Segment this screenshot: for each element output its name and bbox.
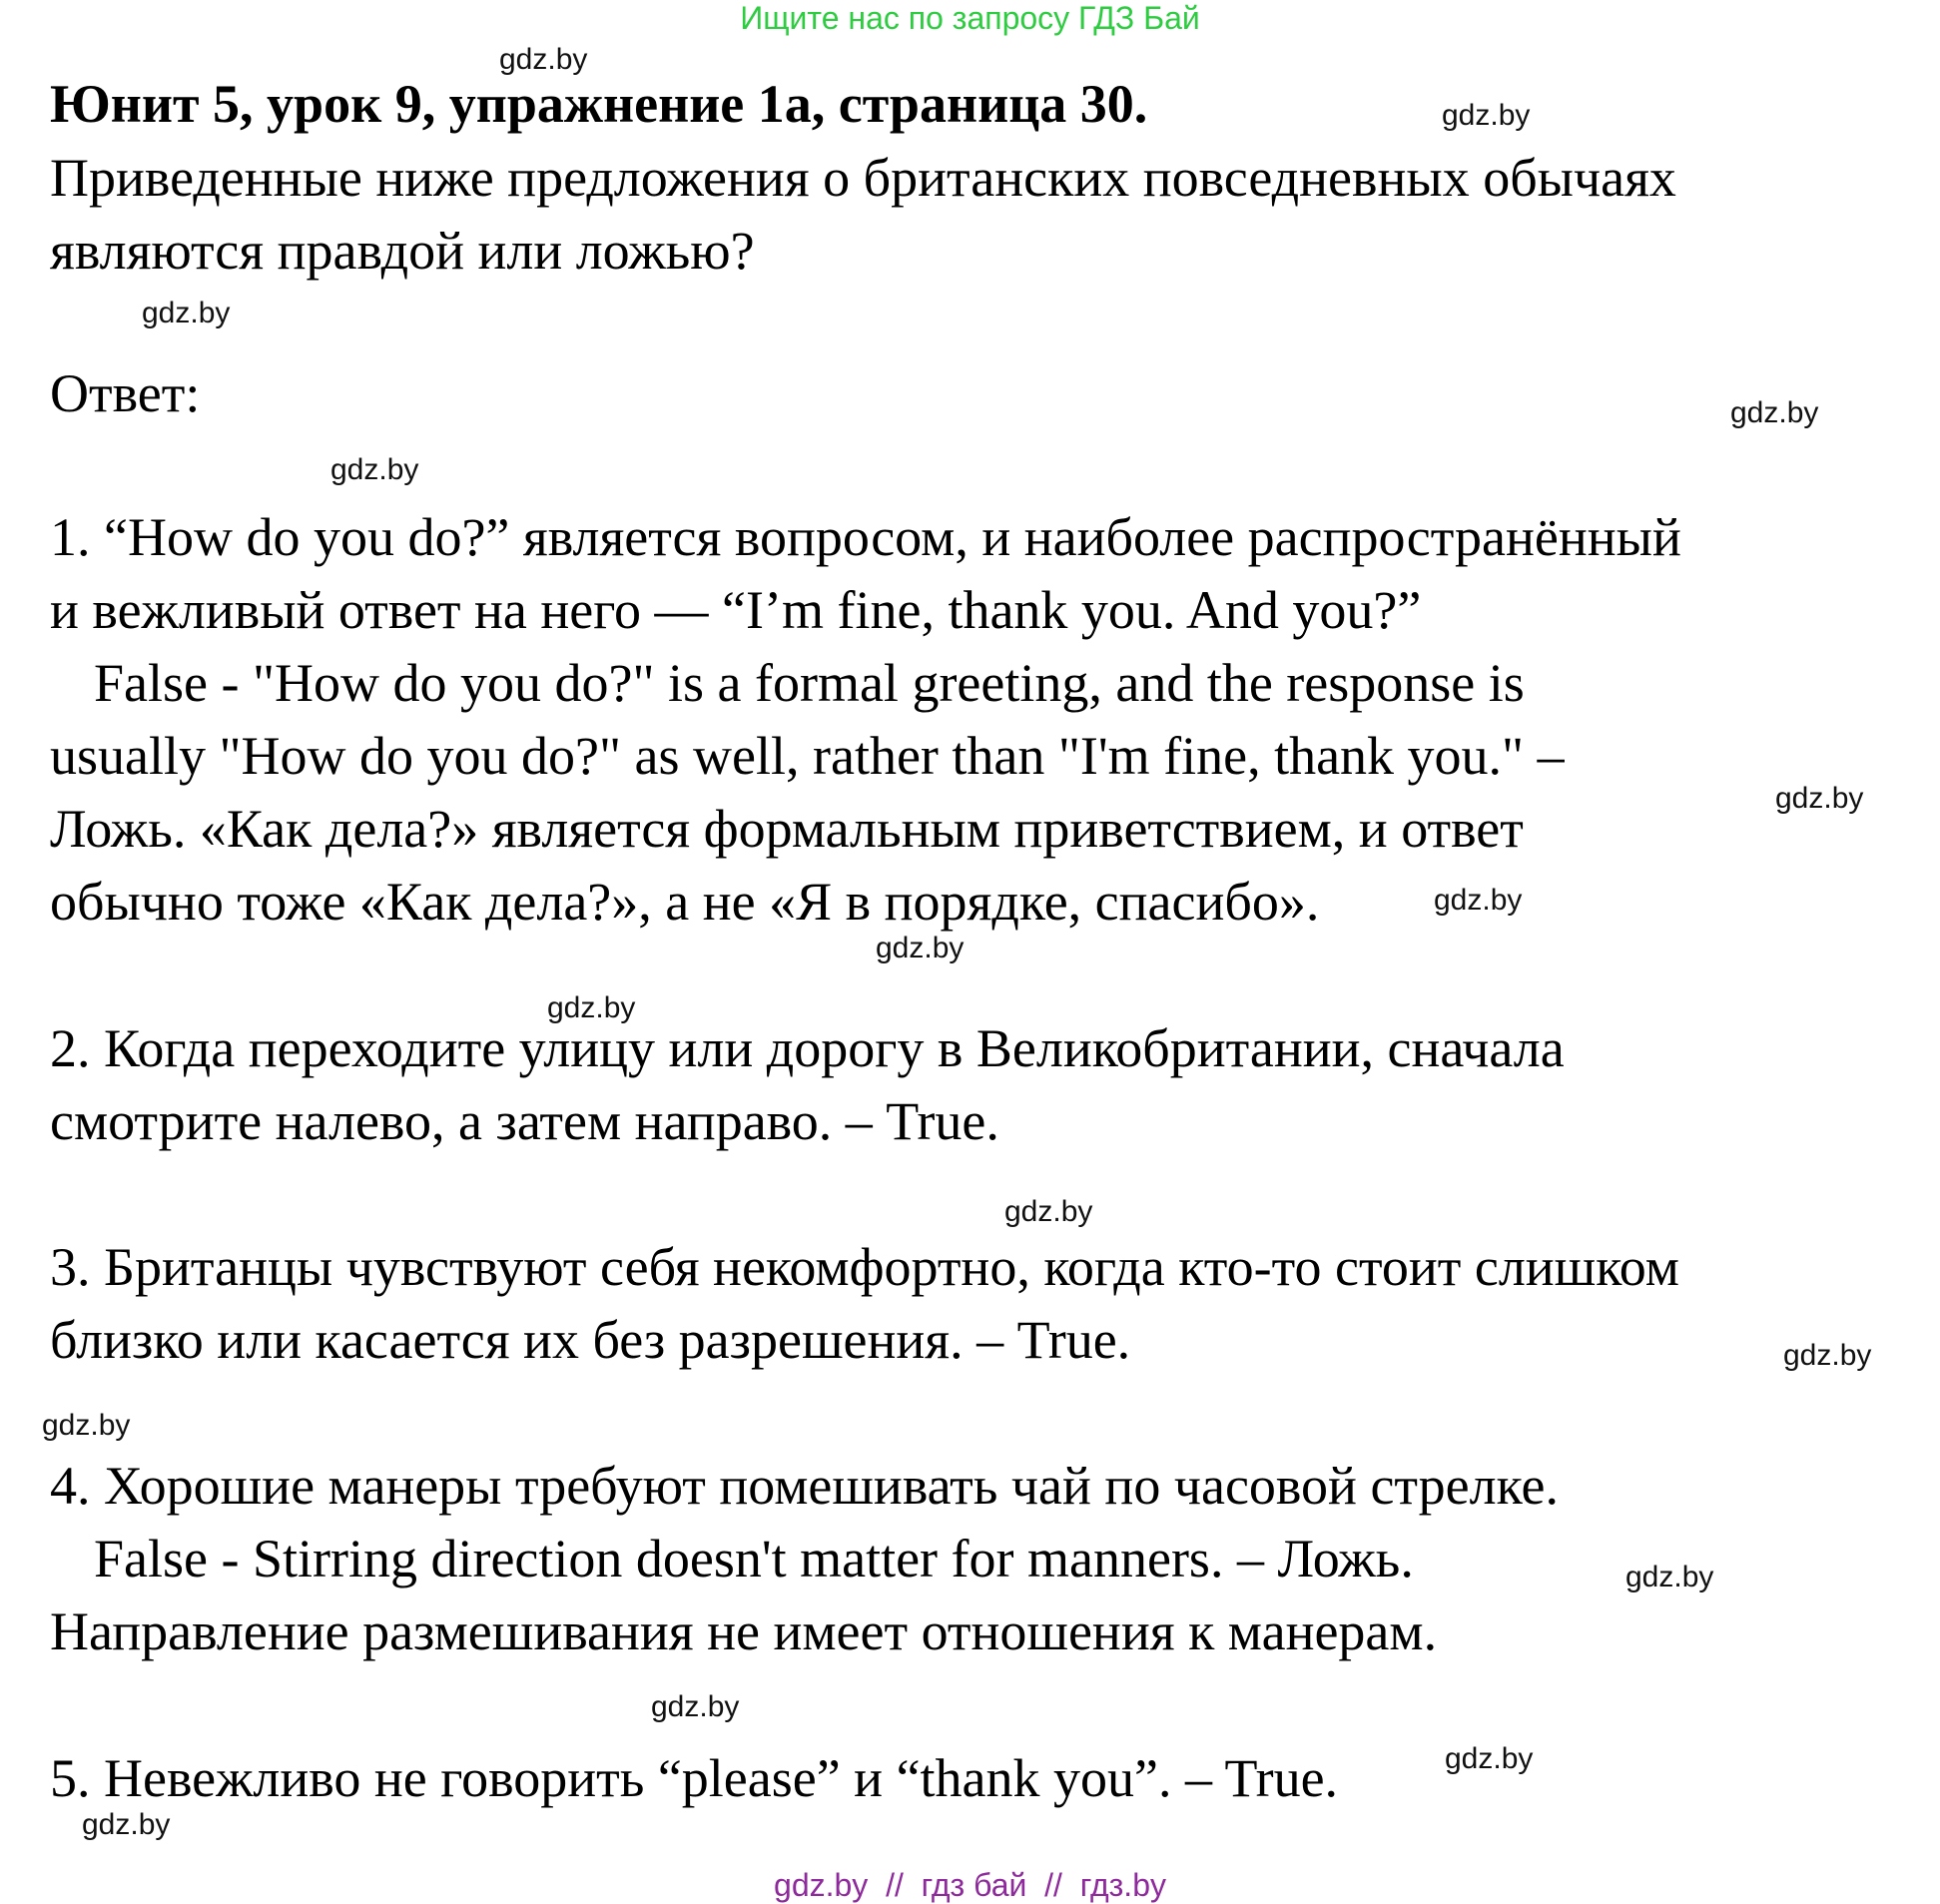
item-1-line-2: и вежливый ответ на него — “I’m fine, thank you. And you?” xyxy=(50,580,1422,640)
watermark: gdz.by xyxy=(330,453,419,486)
question-text xyxy=(50,142,1676,288)
footer-links: gdz.by // гдз бай // гдз.by xyxy=(774,1867,1166,1903)
watermark: gdz.by xyxy=(499,43,588,76)
watermark: gdz.by xyxy=(1445,1742,1534,1775)
answer-item-1 xyxy=(50,501,1681,939)
answer-item-2 xyxy=(50,1012,1565,1158)
item-4-line-2: False - Stirring direction doesn't matter for manners. – Ложь. xyxy=(94,1529,1414,1588)
watermark: gdz.by xyxy=(547,991,636,1024)
item-3-line-1: 3. Британцы чувствуют себя некомфортно, когда кто-то стоит слишком xyxy=(50,1237,1679,1297)
watermark: gdz.by xyxy=(651,1690,740,1723)
answer-label: Ответ: xyxy=(50,363,201,423)
watermark: gdz.by xyxy=(1775,782,1864,815)
watermark: gdz.by xyxy=(142,297,231,329)
top-banner: Ищите нас по запросу ГДЗ Бай xyxy=(740,0,1200,36)
item-1-line-3: False - "How do you do?" is a formal greeting, and the response is xyxy=(94,653,1525,713)
watermark: gdz.by xyxy=(1004,1195,1093,1228)
item-1-line-1: 1. “How do you do?” является вопросом, и наиболее распространённый xyxy=(50,507,1681,567)
question-line-1: Приведенные ниже предложения о британских повседневных обычаях xyxy=(50,148,1676,208)
item-4-line-1: 4. Хорошие манеры требуют помешивать чай по часовой стрелке. xyxy=(50,1456,1559,1516)
item-5-line-1: 5. Невежливо не говорить “please” и “thank you”. – True. xyxy=(50,1748,1339,1808)
item-1-line-5: Ложь. «Как дела?» является формальным приветствием, и ответ xyxy=(50,799,1524,859)
answer-item-4 xyxy=(50,1450,1559,1668)
watermark: gdz.by xyxy=(1730,396,1819,429)
item-4-line-3: Направление размешивания не имеет отношения к манерам. xyxy=(50,1601,1438,1661)
question-line-2: являются правдой или ложью? xyxy=(50,221,755,281)
watermark: gdz.by xyxy=(82,1808,171,1841)
watermark: gdz.by xyxy=(1783,1339,1872,1372)
page-title: Юнит 5, урок 9, упражнение 1а, страница 30. xyxy=(50,74,1148,134)
answer-item-3 xyxy=(50,1231,1679,1377)
watermark: gdz.by xyxy=(1442,99,1531,132)
watermark: gdz.by xyxy=(876,932,965,964)
item-1-line-6: обычно тоже «Как дела?», а не «Я в порядке, спасибо». xyxy=(50,872,1320,932)
item-2-line-1: 2. Когда переходите улицу или дорогу в Великобритании, сначала xyxy=(50,1018,1565,1078)
item-3-line-2: близко или касается их без разрешения. – True. xyxy=(50,1310,1131,1370)
item-1-line-4: usually "How do you do?" as well, rather than "I'm fine, thank you." – xyxy=(50,726,1565,786)
watermark: gdz.by xyxy=(1434,884,1523,917)
item-2-line-2: смотрите налево, а затем направо. – True. xyxy=(50,1091,999,1151)
answer-item-5 xyxy=(50,1742,1338,1815)
watermark: gdz.by xyxy=(42,1409,131,1442)
watermark: gdz.by xyxy=(1625,1561,1714,1593)
